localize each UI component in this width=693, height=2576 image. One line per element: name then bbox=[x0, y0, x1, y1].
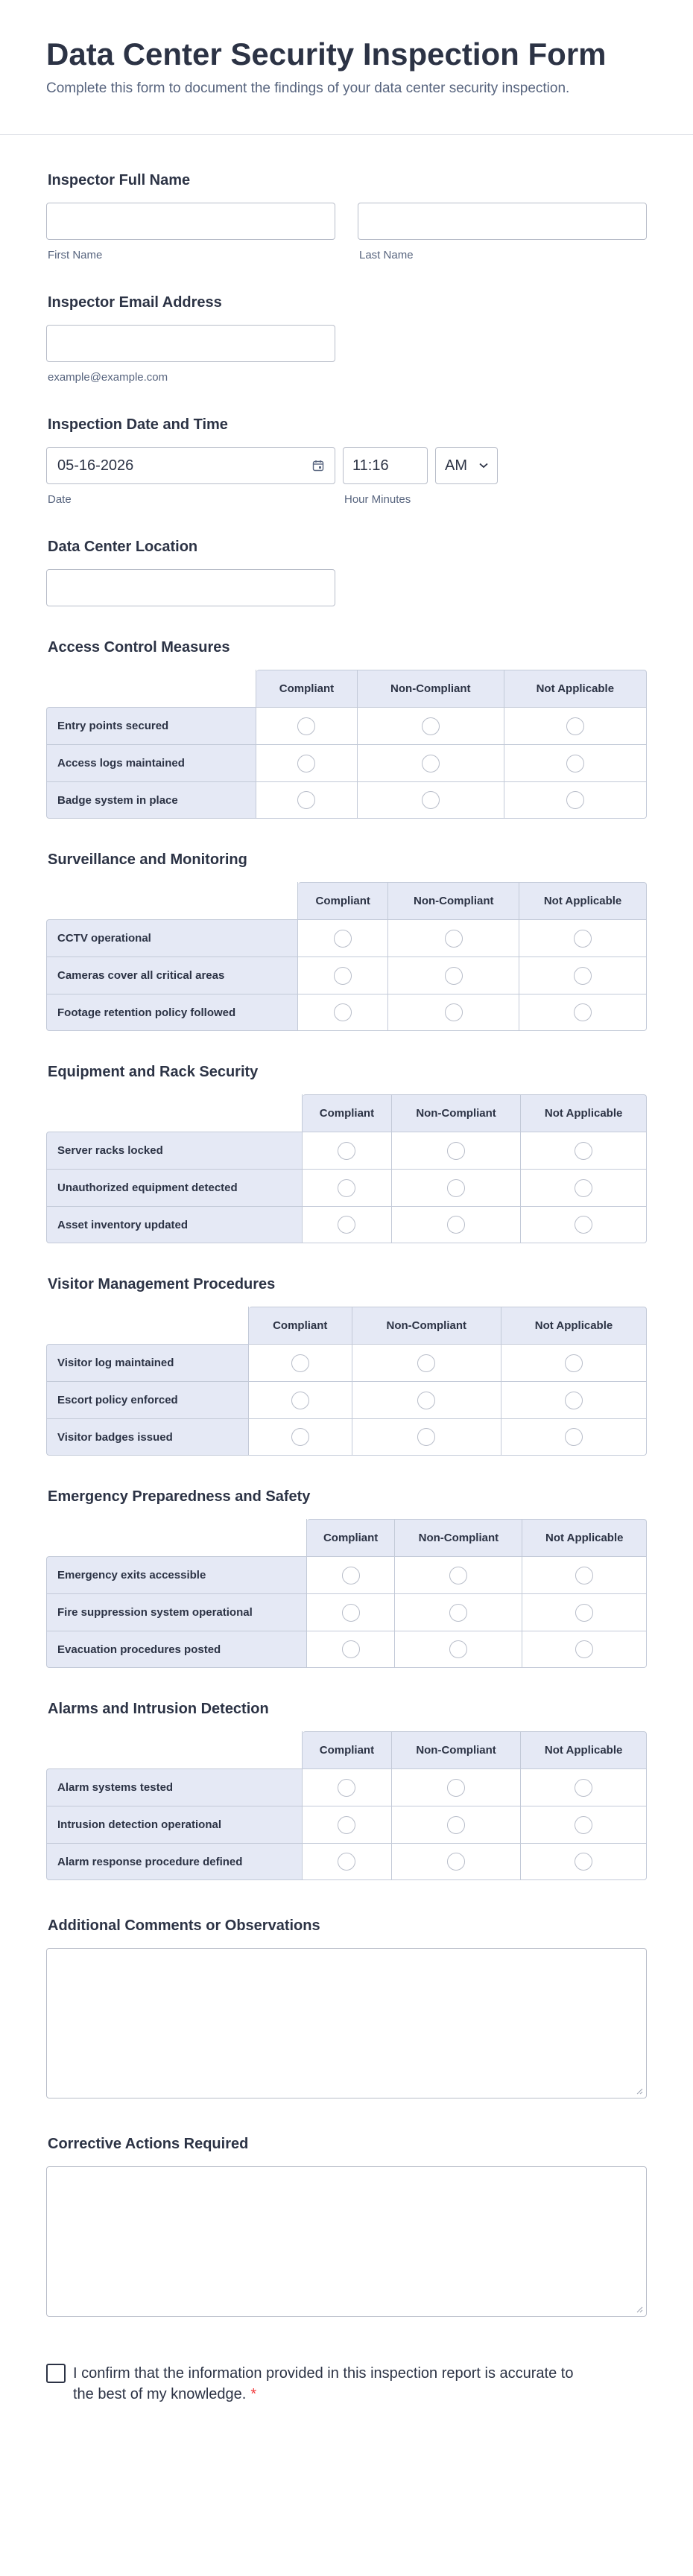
matrix-radio[interactable] bbox=[338, 1853, 355, 1871]
matrix-column-header: Compliant bbox=[307, 1519, 395, 1556]
matrix-cell bbox=[298, 919, 388, 957]
confirm-checkbox[interactable] bbox=[46, 2364, 66, 2383]
matrix-cell bbox=[522, 1556, 647, 1593]
matrix-radio[interactable] bbox=[297, 791, 315, 809]
matrix-radio[interactable] bbox=[449, 1604, 467, 1622]
matrix-row bbox=[46, 1418, 647, 1456]
matrix-cell bbox=[249, 1344, 352, 1381]
corrective-textarea[interactable] bbox=[46, 2166, 647, 2317]
matrix-table bbox=[46, 882, 647, 1031]
matrix-radio[interactable] bbox=[447, 1179, 465, 1197]
calendar-icon[interactable] bbox=[312, 460, 324, 472]
matrix-cell bbox=[388, 957, 519, 994]
matrix-row-label: Footage retention policy followed bbox=[46, 994, 298, 1031]
matrix-field bbox=[46, 1276, 647, 1456]
matrix-column-header: Not Applicable bbox=[521, 1094, 647, 1132]
matrix-column-header: Compliant bbox=[256, 670, 358, 707]
matrix-column-header: Non-Compliant bbox=[388, 882, 519, 919]
matrix-cell bbox=[504, 781, 647, 819]
matrix-cell bbox=[519, 919, 647, 957]
matrix-cell bbox=[392, 1132, 521, 1169]
matrix-radio[interactable] bbox=[291, 1392, 309, 1409]
matrix-corner bbox=[46, 670, 256, 707]
matrix-column-header: Not Applicable bbox=[501, 1307, 647, 1344]
matrix-row-label: Access logs maintained bbox=[46, 744, 256, 781]
form-content bbox=[0, 172, 693, 2405]
matrix-field bbox=[46, 1701, 647, 1880]
matrix-cell bbox=[307, 1593, 395, 1631]
matrix-row-label: Escort policy enforced bbox=[46, 1381, 249, 1418]
matrix-column-header: Non-Compliant bbox=[395, 1519, 522, 1556]
matrix-cell bbox=[303, 1206, 392, 1243]
matrix-corner bbox=[46, 1094, 303, 1132]
matrices-container bbox=[46, 639, 647, 1880]
matrix-cell bbox=[249, 1381, 352, 1418]
matrix-radio[interactable] bbox=[342, 1640, 360, 1658]
matrix-cell bbox=[303, 1768, 392, 1806]
matrix-column-header: Non-Compliant bbox=[358, 670, 504, 707]
inspector-name-label: Inspector Full Name bbox=[48, 172, 191, 189]
matrix-cell bbox=[303, 1132, 392, 1169]
ampm-value: AM bbox=[445, 457, 467, 474]
matrix-row bbox=[46, 919, 647, 957]
resize-grip-icon[interactable] bbox=[636, 2306, 643, 2313]
matrix-corner bbox=[46, 1731, 303, 1768]
matrix-radio[interactable] bbox=[445, 967, 463, 985]
matrix-row bbox=[46, 957, 647, 994]
matrix-row-label: Emergency exits accessible bbox=[46, 1556, 307, 1593]
matrix-row-label: Asset inventory updated bbox=[46, 1206, 303, 1243]
matrix-title: Access Control Measures bbox=[48, 639, 230, 656]
form-title: Data Center Security Inspection Form bbox=[46, 37, 607, 72]
matrix-radio[interactable] bbox=[575, 1779, 592, 1797]
matrix-column-header: Compliant bbox=[303, 1731, 392, 1768]
matrix-cell bbox=[307, 1631, 395, 1668]
last-name-input[interactable] bbox=[358, 203, 647, 240]
matrix-cell bbox=[358, 707, 504, 744]
matrix-radio[interactable] bbox=[565, 1392, 583, 1409]
matrix-cell bbox=[352, 1344, 501, 1381]
matrix-cell bbox=[395, 1556, 522, 1593]
matrix-column-header: Non-Compliant bbox=[392, 1731, 521, 1768]
matrix-table bbox=[46, 1094, 647, 1243]
matrix-cell bbox=[352, 1381, 501, 1418]
email-input[interactable] bbox=[46, 325, 335, 362]
first-name-input[interactable] bbox=[46, 203, 335, 240]
matrix-table bbox=[46, 1307, 647, 1456]
matrix-cell bbox=[388, 994, 519, 1031]
email-sublabel: example@example.com bbox=[48, 371, 168, 384]
matrix-radio[interactable] bbox=[297, 717, 315, 735]
location-field bbox=[46, 539, 647, 606]
matrix-column-header: Compliant bbox=[303, 1094, 392, 1132]
matrix-row-label: Evacuation procedures posted bbox=[46, 1631, 307, 1668]
matrix-radio[interactable] bbox=[338, 1216, 355, 1234]
matrix-radio[interactable] bbox=[575, 1216, 592, 1234]
matrix-cell bbox=[307, 1556, 395, 1593]
inspector-name-field bbox=[46, 172, 647, 261]
matrix-row bbox=[46, 1381, 647, 1418]
matrix-radio[interactable] bbox=[575, 1142, 592, 1160]
matrix-cell bbox=[303, 1169, 392, 1206]
matrix-cell bbox=[388, 919, 519, 957]
matrix-cell bbox=[303, 1806, 392, 1843]
matrix-radio[interactable] bbox=[447, 1216, 465, 1234]
matrix-radio[interactable] bbox=[575, 1816, 592, 1834]
first-name-sublabel: First Name bbox=[48, 249, 103, 262]
matrix-row-label: Intrusion detection operational bbox=[46, 1806, 303, 1843]
matrix-row bbox=[46, 994, 647, 1031]
matrix-radio[interactable] bbox=[575, 1179, 592, 1197]
matrix-cell bbox=[249, 1418, 352, 1456]
matrix-radio[interactable] bbox=[575, 1853, 592, 1871]
inspector-email-field bbox=[46, 294, 647, 384]
matrix-cell bbox=[303, 1843, 392, 1880]
matrix-table bbox=[46, 1519, 647, 1668]
matrix-radio[interactable] bbox=[422, 717, 440, 735]
matrix-radio[interactable] bbox=[566, 791, 584, 809]
matrix-radio[interactable] bbox=[565, 1354, 583, 1372]
matrix-cell bbox=[395, 1593, 522, 1631]
matrix-corner bbox=[46, 1307, 249, 1344]
matrix-cell bbox=[521, 1806, 647, 1843]
matrix-cell bbox=[501, 1418, 647, 1456]
matrix-column-header: Non-Compliant bbox=[352, 1307, 501, 1344]
matrix-radio[interactable] bbox=[449, 1567, 467, 1584]
matrix-cell bbox=[256, 781, 358, 819]
matrix-cell bbox=[392, 1806, 521, 1843]
matrix-radio[interactable] bbox=[447, 1816, 465, 1834]
matrix-row bbox=[46, 1843, 647, 1880]
matrix-cell bbox=[358, 781, 504, 819]
date-value: 05-16-2026 bbox=[57, 457, 134, 474]
matrix-radio[interactable] bbox=[342, 1604, 360, 1622]
matrix-table bbox=[46, 670, 647, 819]
matrix-radio[interactable] bbox=[447, 1142, 465, 1160]
form-subtitle: Complete this form to document the findings of your data center security inspection. bbox=[46, 80, 570, 97]
matrix-column-header: Not Applicable bbox=[504, 670, 647, 707]
matrix-cell bbox=[298, 994, 388, 1031]
date-sublabel: Date bbox=[48, 493, 72, 507]
matrix-radio[interactable] bbox=[574, 967, 592, 985]
matrix-radio[interactable] bbox=[447, 1779, 465, 1797]
matrix-radio[interactable] bbox=[566, 717, 584, 735]
matrix-radio[interactable] bbox=[447, 1853, 465, 1871]
corrective-label: Corrective Actions Required bbox=[48, 2136, 249, 2153]
matrix-title: Equipment and Rack Security bbox=[48, 1064, 259, 1081]
matrix-row bbox=[46, 707, 647, 744]
time-sublabel: Hour Minutes bbox=[344, 493, 411, 507]
matrix-radio[interactable] bbox=[334, 967, 352, 985]
matrix-column-header: Non-Compliant bbox=[392, 1094, 521, 1132]
matrix-radio[interactable] bbox=[445, 930, 463, 948]
matrix-radio[interactable] bbox=[565, 1428, 583, 1446]
matrix-cell bbox=[504, 707, 647, 744]
matrix-radio[interactable] bbox=[422, 791, 440, 809]
last-name-sublabel: Last Name bbox=[359, 249, 414, 262]
matrix-radio[interactable] bbox=[422, 755, 440, 773]
matrix-title: Emergency Preparedness and Safety bbox=[48, 1488, 311, 1506]
chevron-down-icon bbox=[479, 463, 488, 469]
confirmation-field bbox=[46, 2363, 583, 2405]
matrix-radio[interactable] bbox=[575, 1604, 593, 1622]
matrix-cell bbox=[298, 957, 388, 994]
matrix-cell bbox=[521, 1132, 647, 1169]
matrix-radio[interactable] bbox=[417, 1354, 435, 1372]
inspection-datetime-label: Inspection Date and Time bbox=[48, 416, 228, 434]
required-mark: * bbox=[250, 2386, 257, 2403]
matrix-row bbox=[46, 1768, 647, 1806]
matrix-radio[interactable] bbox=[342, 1567, 360, 1584]
matrix-cell bbox=[504, 744, 647, 781]
matrix-cell bbox=[521, 1843, 647, 1880]
matrix-cell bbox=[521, 1768, 647, 1806]
comments-textarea[interactable] bbox=[46, 1948, 647, 2098]
matrix-row-label: Alarm response procedure defined bbox=[46, 1843, 303, 1880]
ampm-select[interactable] bbox=[435, 447, 498, 484]
matrix-radio[interactable] bbox=[338, 1142, 355, 1160]
matrix-row bbox=[46, 1206, 647, 1243]
matrix-field bbox=[46, 1064, 647, 1243]
matrix-radio[interactable] bbox=[291, 1354, 309, 1372]
matrix-radio[interactable] bbox=[574, 930, 592, 948]
matrix-row-label: Visitor badges issued bbox=[46, 1418, 249, 1456]
matrix-row bbox=[46, 1169, 647, 1206]
matrix-field bbox=[46, 639, 647, 819]
matrix-row-label: Fire suppression system operational bbox=[46, 1593, 307, 1631]
inspector-email-label: Inspector Email Address bbox=[48, 294, 222, 311]
matrix-corner bbox=[46, 1519, 307, 1556]
matrix-cell bbox=[519, 994, 647, 1031]
matrix-radio[interactable] bbox=[445, 1003, 463, 1021]
matrix-cell bbox=[392, 1768, 521, 1806]
matrix-column-header: Compliant bbox=[298, 882, 388, 919]
matrix-radio[interactable] bbox=[334, 1003, 352, 1021]
matrix-cell bbox=[521, 1169, 647, 1206]
matrix-cell bbox=[501, 1381, 647, 1418]
matrix-cell bbox=[522, 1631, 647, 1668]
matrix-row-label: Alarm systems tested bbox=[46, 1768, 303, 1806]
location-label: Data Center Location bbox=[48, 539, 198, 556]
matrix-radio[interactable] bbox=[575, 1567, 593, 1584]
form-header bbox=[0, 0, 693, 135]
matrix-field bbox=[46, 851, 647, 1031]
corrective-field bbox=[46, 2136, 647, 2317]
comments-field bbox=[46, 1917, 647, 2098]
matrix-row bbox=[46, 781, 647, 819]
location-input[interactable] bbox=[46, 569, 335, 606]
confirm-text: I confirm that the information provided in this inspection report is accurate to the best of my knowledge. bbox=[73, 2365, 574, 2403]
matrix-row bbox=[46, 1132, 647, 1169]
matrix-radio[interactable] bbox=[297, 755, 315, 773]
matrix-cell bbox=[256, 744, 358, 781]
matrix-row bbox=[46, 1344, 647, 1381]
time-input[interactable] bbox=[343, 447, 428, 484]
matrix-radio[interactable] bbox=[417, 1392, 435, 1409]
matrix-cell bbox=[358, 744, 504, 781]
matrix-title: Visitor Management Procedures bbox=[48, 1276, 276, 1293]
matrix-radio[interactable] bbox=[449, 1640, 467, 1658]
date-input[interactable] bbox=[46, 447, 335, 484]
matrix-cell bbox=[256, 707, 358, 744]
matrix-row-label: Badge system in place bbox=[46, 781, 256, 819]
matrix-row-label: Entry points secured bbox=[46, 707, 256, 744]
matrix-cell bbox=[521, 1206, 647, 1243]
matrix-radio[interactable] bbox=[338, 1179, 355, 1197]
matrix-cell bbox=[522, 1593, 647, 1631]
matrix-radio[interactable] bbox=[338, 1779, 355, 1797]
inspection-datetime-field bbox=[46, 416, 647, 506]
resize-grip-icon[interactable] bbox=[636, 2087, 643, 2095]
matrix-row bbox=[46, 1593, 647, 1631]
matrix-column-header: Not Applicable bbox=[521, 1731, 647, 1768]
matrix-corner bbox=[46, 882, 298, 919]
comments-label: Additional Comments or Observations bbox=[48, 1917, 320, 1935]
matrix-field bbox=[46, 1488, 647, 1668]
matrix-cell bbox=[392, 1169, 521, 1206]
matrix-row bbox=[46, 1556, 647, 1593]
matrix-radio[interactable] bbox=[574, 1003, 592, 1021]
matrix-row-label: Unauthorized equipment detected bbox=[46, 1169, 303, 1206]
matrix-row-label: CCTV operational bbox=[46, 919, 298, 957]
matrix-radio[interactable] bbox=[334, 930, 352, 948]
matrix-row-label: Server racks locked bbox=[46, 1132, 303, 1169]
matrix-radio[interactable] bbox=[291, 1428, 309, 1446]
matrix-title: Surveillance and Monitoring bbox=[48, 851, 247, 869]
matrix-cell bbox=[519, 957, 647, 994]
matrix-column-header: Not Applicable bbox=[519, 882, 647, 919]
matrix-radio[interactable] bbox=[575, 1640, 593, 1658]
matrix-radio[interactable] bbox=[338, 1816, 355, 1834]
matrix-row bbox=[46, 1806, 647, 1843]
matrix-column-header: Not Applicable bbox=[522, 1519, 647, 1556]
matrix-cell bbox=[352, 1418, 501, 1456]
matrix-cell bbox=[395, 1631, 522, 1668]
matrix-row-label: Cameras cover all critical areas bbox=[46, 957, 298, 994]
matrix-radio[interactable] bbox=[417, 1428, 435, 1446]
matrix-cell bbox=[392, 1206, 521, 1243]
matrix-cell bbox=[392, 1843, 521, 1880]
matrix-title: Alarms and Intrusion Detection bbox=[48, 1701, 269, 1718]
matrix-row bbox=[46, 1631, 647, 1668]
matrix-column-header: Compliant bbox=[249, 1307, 352, 1344]
time-value: 11:16 bbox=[352, 457, 389, 474]
matrix-radio[interactable] bbox=[566, 755, 584, 773]
matrix-row bbox=[46, 744, 647, 781]
matrix-row-label: Visitor log maintained bbox=[46, 1344, 249, 1381]
matrix-cell bbox=[501, 1344, 647, 1381]
matrix-table bbox=[46, 1731, 647, 1880]
